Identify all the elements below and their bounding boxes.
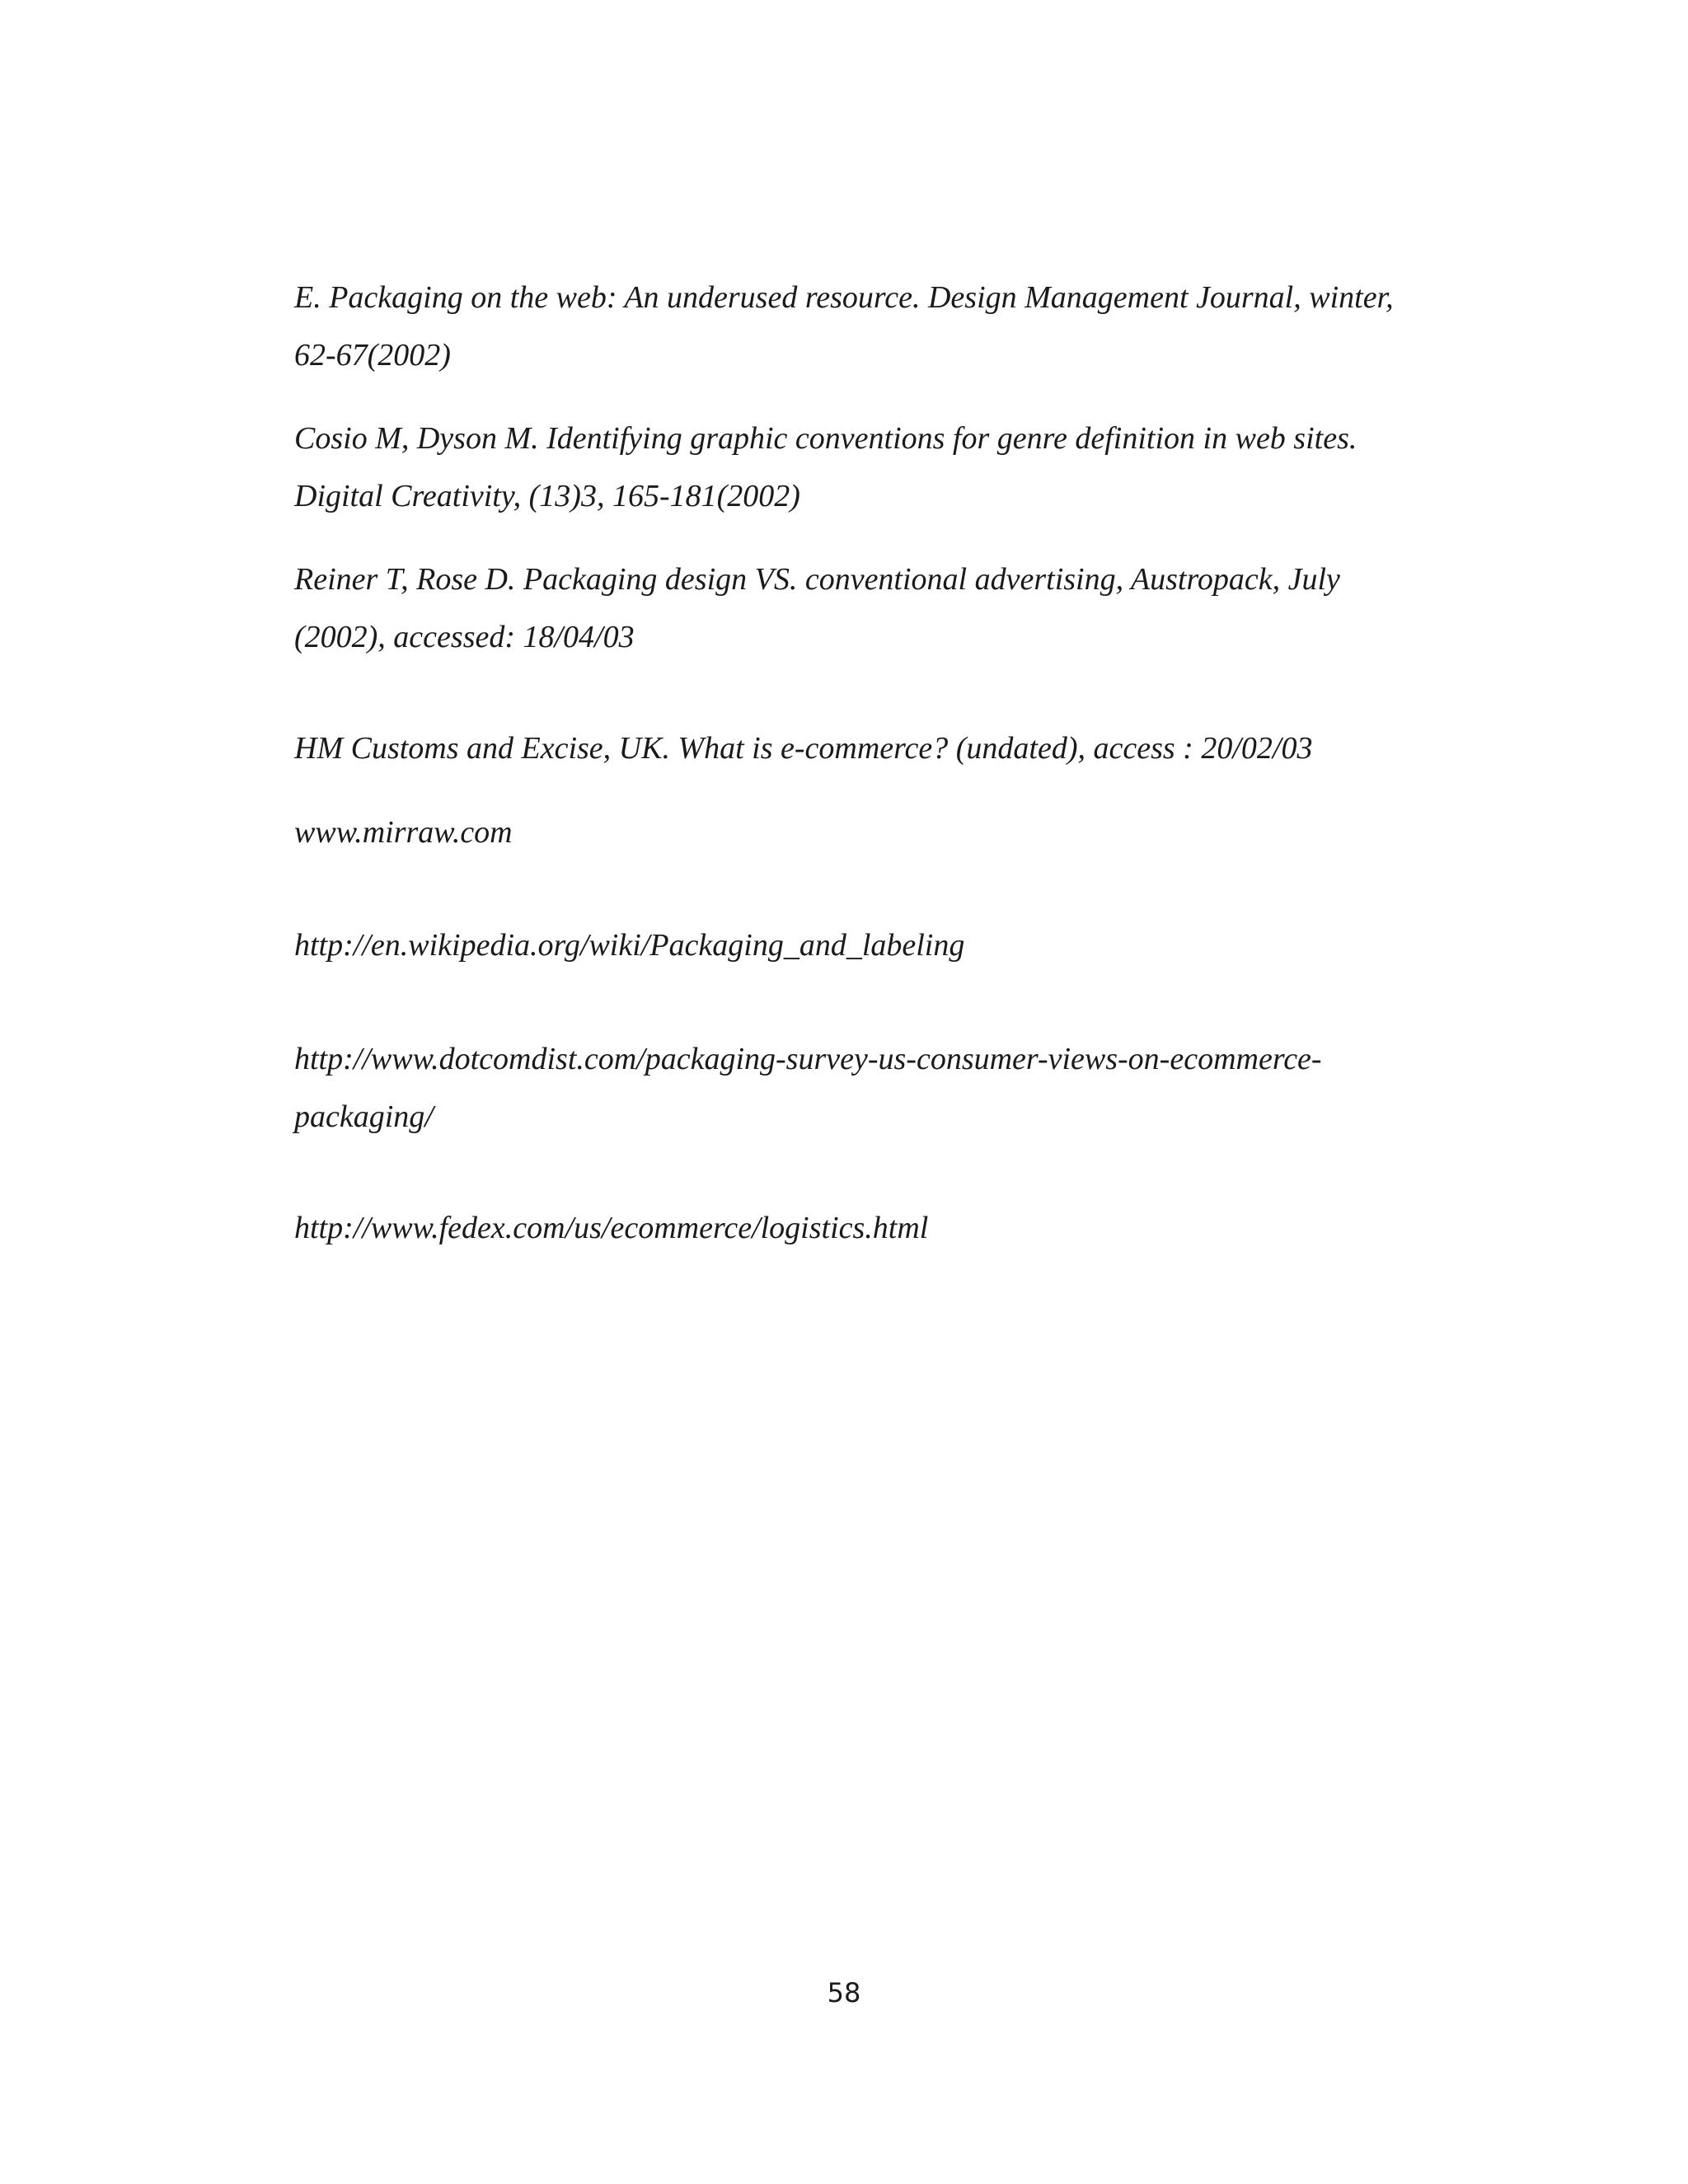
reference-link[interactable] [294,1199,1448,1257]
reference-line: Digital Creativity, (13)3, 165-181(2002) [294,479,800,513]
reference-line: http://www.dotcomdist.com/packaging-survey-us-consumer-views-on-ecommerce- [294,1042,1322,1076]
reference-link[interactable] [294,804,1448,861]
reference-link[interactable] [294,1030,1448,1146]
reference-line: packaging/ [294,1099,434,1134]
page-number: 58 [827,1977,861,2008]
reference-line: http://www.fedex.com/us/ecommerce/logistics.html [294,1211,929,1245]
reference-line: www.mirraw.com [294,815,513,850]
reference-item [294,410,1448,525]
reference-item [294,551,1448,666]
reference-line: http://en.wikipedia.org/wiki/Packaging_and_labeling [294,928,965,963]
reference-line: Reiner T, Rose D. Packaging design VS. conventional advertising, Austropack, July [294,562,1340,597]
reference-item [294,719,1448,777]
reference-line: (2002), accessed: 18/04/03 [294,620,635,654]
reference-item [294,269,1448,384]
reference-link[interactable] [294,916,1448,974]
reference-line: Cosio M, Dyson M. Identifying graphic conventions for genre definition in web sites. [294,421,1357,456]
reference-line: 62-67(2002) [294,338,451,373]
reference-line: HM Customs and Excise, UK. What is e-commerce? (undated), access : 20/02/03 [294,731,1313,766]
reference-line: E. Packaging on the web: An underused resource. Design Management Journal, winter, [294,280,1394,315]
